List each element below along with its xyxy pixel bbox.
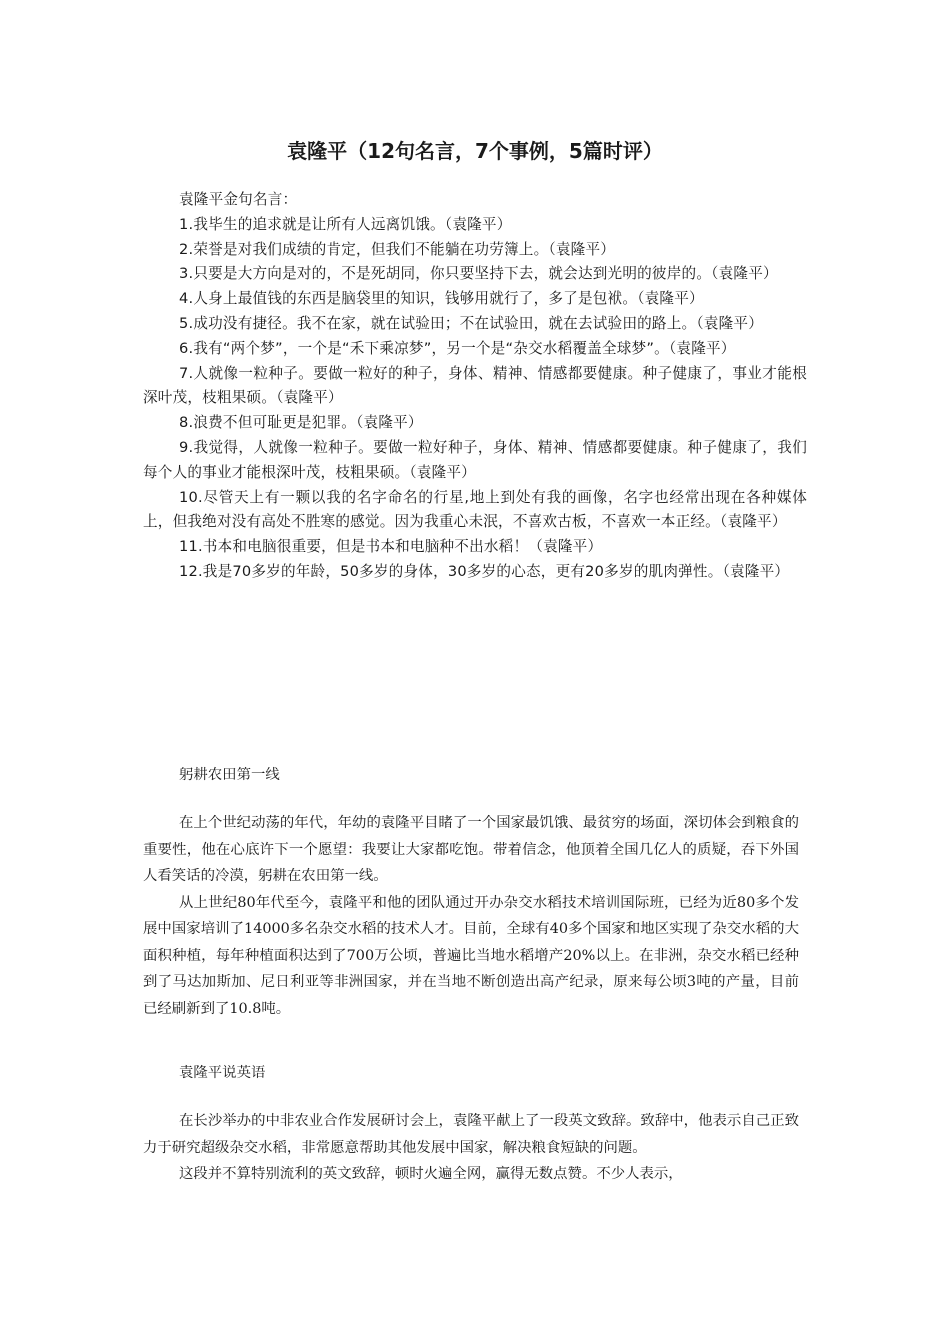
paragraph: 在上个世纪动荡的年代，年幼的袁隆平目睹了一个国家最饥饿、最贫穷的场面，深切体会到粮食的重要性，他在心底许下一个愿望：我要让大家都吃饱。带着信念，他顶着全国几亿人的质疑，吞下外国人看笑话的冷漠，躬耕在农田第一线。 (143, 815, 799, 884)
quote-item: 6.我有“两个梦”，一个是“禾下乘凉梦”，另一个是“杂交水稻覆盖全球梦”。（袁隆平） (179, 339, 736, 357)
quote-item: 10.尽管天上有一颗以我的名字命名的行星,地上到处有我的画像，名字也经常出现在各种媒体上，但我绝对没有高处不胜寒的感觉。因为我重心未泯，不喜欢古板，不喜欢一本正经。（袁隆平） (143, 488, 807, 531)
document-title: 袁隆平（12句名言，7个事例，5篇时评） (287, 139, 663, 163)
section-body-farming (143, 810, 799, 1022)
section-body-english (143, 1108, 799, 1188)
paragraph: 从上世纪80年代至今，袁隆平和他的团队通过开办杂交水稻技术培训国际班，已经为近80多个发展中国家培训了14000多名杂交水稻的技术人才。目前，全球有40多个国家和地区实现了杂交水稻的大面积种植，每年种植面积达到了700万公顷，普遍比当地水稻增产20%以上。在非洲，杂交水稻已经种到了马达加斯加、尼日利亚等非洲国家，并在当地不断创造出高产纪录，原来每公顷3吨的产量，目前已经刷新到了10.8吨。 (143, 894, 799, 1017)
quote-item: 2.荣誉是对我们成绩的肯定，但我们不能躺在功劳簿上。（袁隆平） (179, 240, 616, 258)
paragraph: 这段并不算特别流利的英文致辞，顿时火遍全网，赢得无数点赞。不少人表示， (179, 1166, 683, 1182)
quote-item: 3.只要是大方向是对的，不是死胡同，你只要坚持下去，就会达到光明的彼岸的。（袁隆平） (179, 265, 778, 283)
quote-item: 1.我毕生的追求就是让所有人远离饥饿。（袁隆平） (179, 215, 512, 233)
quote-item: 4.人身上最值钱的东西是脑袋里的知识，钱够用就行了，多了是包袱。（袁隆平） (179, 290, 704, 308)
quote-item: 11.书本和电脑很重要，但是书本和电脑种不出水稻！（袁隆平） (179, 538, 603, 556)
quote-item: 9.我觉得，人就像一粒种子。要做一粒好种子，身体、精神、情感都要健康。种子健康了，我们每个人的事业才能根深叶茂，枝粗果硕。（袁隆平） (143, 438, 807, 481)
paragraph: 在长沙举办的中非农业合作发展研讨会上，袁隆平献上了一段英文致辞。致辞中，他表示自己正致力于研究超级杂交水稻，非常愿意帮助其他发展中国家，解决粮食短缺的问题。 (143, 1113, 799, 1156)
quotes-section (143, 188, 807, 585)
quote-item: 8.浪费不但可耻更是犯罪。（袁隆平） (179, 414, 423, 432)
quote-item: 12.我是70多岁的年龄，50多岁的身体，30多岁的心态，更有20多岁的肌肉弹性。（袁隆平） (179, 562, 790, 580)
quotes-intro: 袁隆平金句名言： (179, 191, 298, 208)
section-heading-farming: 躬耕农田第一线 (179, 767, 280, 783)
section-heading-english: 袁隆平说英语 (179, 1065, 266, 1081)
quote-item: 7.人就像一粒种子。要做一粒好的种子，身体、精神、情感都要健康。种子健康了，事业才能根深叶茂，枝粗果硕。（袁隆平） (143, 364, 807, 407)
quote-item: 5.成功没有捷径。我不在家，就在试验田；不在试验田，就在去试验田的路上。（袁隆平） (179, 314, 763, 332)
